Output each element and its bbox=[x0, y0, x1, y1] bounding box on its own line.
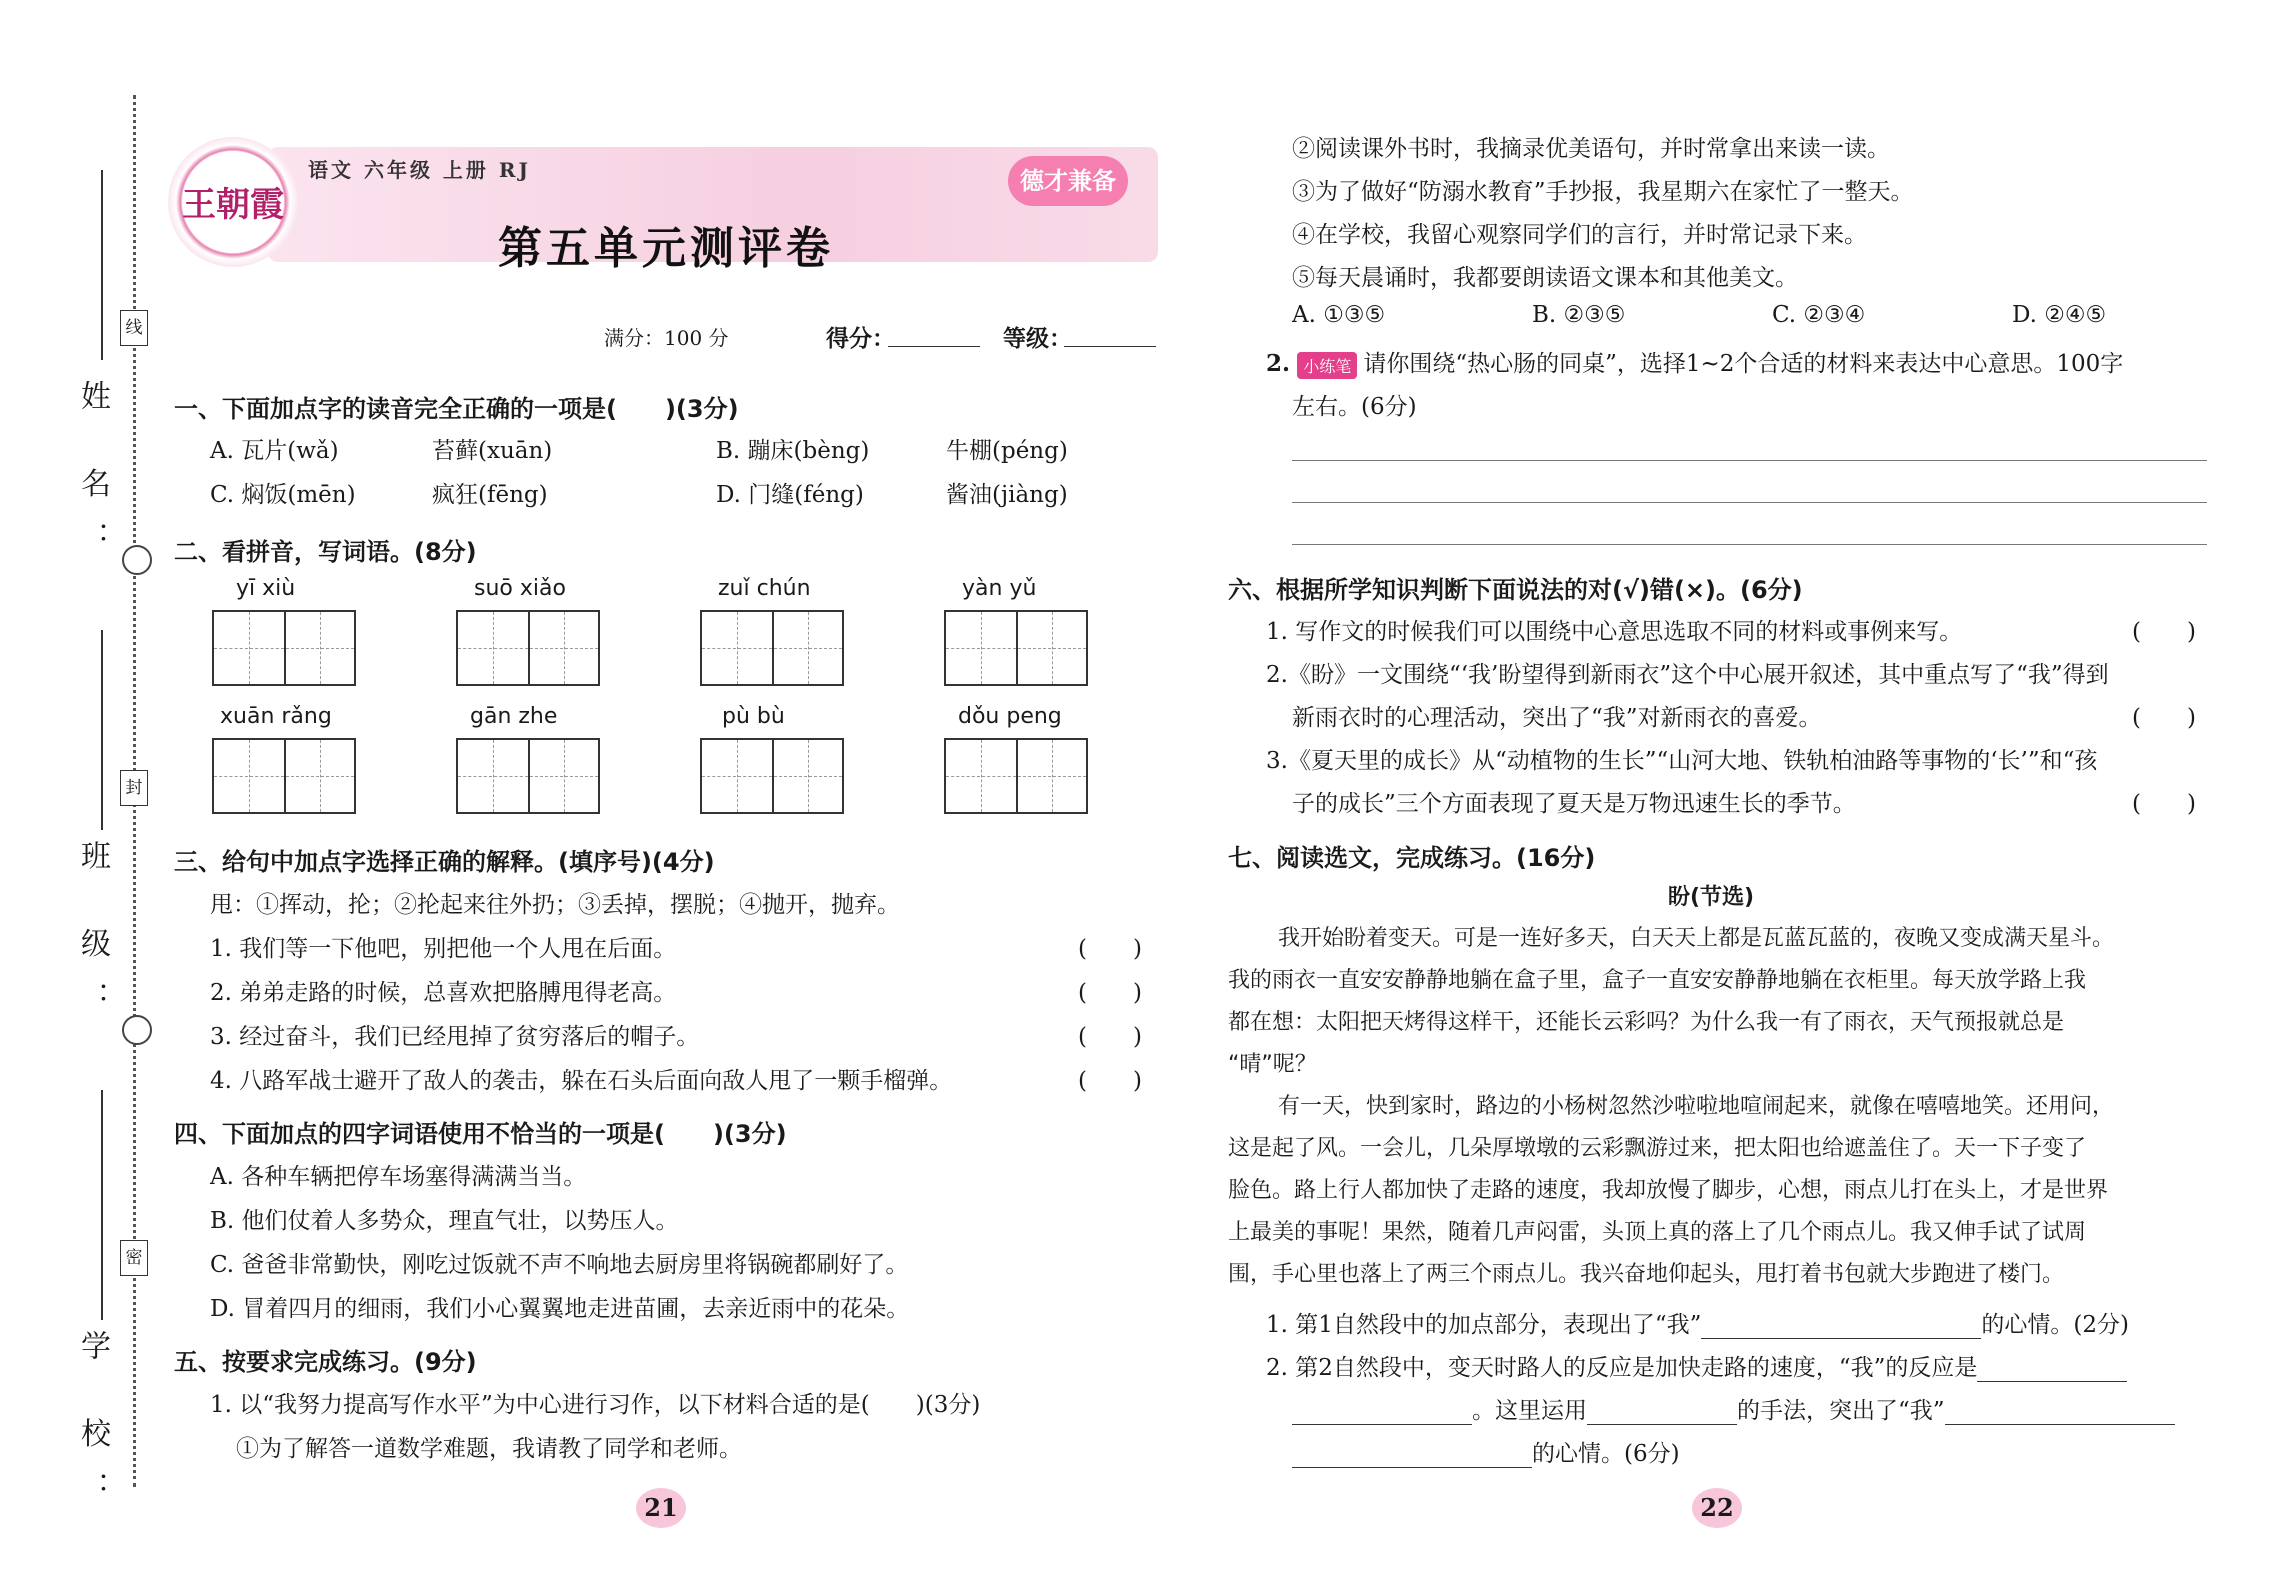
judge-item-cont: 新雨衣时的心理活动，突出了“我”对新雨衣的喜爱。 bbox=[1292, 705, 1822, 731]
answer-blank[interactable] bbox=[1945, 1398, 2175, 1425]
option-a2: 苔藓(xuān) bbox=[432, 438, 553, 464]
answer-paren[interactable]: ( ) bbox=[2132, 705, 2196, 731]
option-a1: A. 瓦片(wǎ) bbox=[210, 438, 339, 464]
answer-blank[interactable] bbox=[1587, 1398, 1737, 1425]
answer-paren[interactable]: ( ) bbox=[1078, 1068, 1142, 1094]
material-item: ③为了做好“防溺水教育”手抄报，我星期六在家忙了一整天。 bbox=[1292, 179, 1914, 205]
judge-item: 3.《夏天里的成长》从“动植物的生长”“山河大地、铁轨柏油路等事物的‘长’”和“孩 bbox=[1266, 748, 2098, 774]
brand-logo: 王朝霞 bbox=[168, 137, 298, 267]
material-item: ⑤每天晨诵时，我都要朗读语文课本和其他美文。 bbox=[1292, 265, 1798, 291]
section-3-title: 三、给句中加点字选择正确的解释。(填序号)(4分) bbox=[174, 848, 715, 876]
writing-grid[interactable] bbox=[456, 610, 600, 686]
option-c1: C. 焖饭(mēn) bbox=[210, 482, 356, 508]
full-score: 满分：100 分 bbox=[604, 326, 729, 350]
pinyin: suō xiǎo bbox=[474, 576, 566, 601]
binding-mark-seal: 封 bbox=[120, 770, 148, 806]
option-item: D. 冒着四月的细雨，我们小心翼翼地走进苗圃，去亲近雨中的花朵。 bbox=[210, 1296, 910, 1322]
reading-question-2: 2. 第2自然段中，变天时路人的反应是加快走路的速度，“我”的反应是 bbox=[1266, 1349, 2127, 1382]
writing-line[interactable] bbox=[1292, 502, 2207, 503]
option-item: A. 各种车辆把停车场塞得满满当当。 bbox=[210, 1164, 587, 1190]
writing-grid[interactable] bbox=[944, 738, 1088, 814]
choice-c: C. ②③④ bbox=[1772, 302, 1866, 328]
question-item: 1. 我们等一下他吧，别把他一个人甩在后面。 bbox=[210, 936, 677, 962]
pinyin: gān zhe bbox=[470, 704, 558, 729]
question-item: 3. 经过奋斗，我们已经甩掉了贫穷落后的帽子。 bbox=[210, 1024, 700, 1050]
question-2: 2. 小练笔 请你围绕“热心肠的同桌”，选择1~2个合适的材料来表达中心意思。100字 bbox=[1266, 350, 2124, 377]
page-header bbox=[168, 132, 1158, 274]
option-item: C. 爸爸非常勤快，刚吃过饭就不声不响地去厨房里将锅碗都刷好了。 bbox=[210, 1252, 909, 1278]
pinyin: yàn yǔ bbox=[962, 576, 1037, 601]
pinyin: xuān rǎng bbox=[220, 704, 332, 729]
punch-hole-icon bbox=[122, 545, 152, 575]
pinyin: pù bù bbox=[722, 704, 785, 729]
choice-b: B. ②③⑤ bbox=[1532, 302, 1626, 328]
page-title: 第五单元测评卷 bbox=[498, 223, 834, 274]
answer-blank[interactable] bbox=[1701, 1312, 1981, 1339]
section-4-title: 四、下面加点的四字词语使用不恰当的一项是( )(3分) bbox=[174, 1120, 787, 1148]
answer-blank[interactable] bbox=[1292, 1441, 1532, 1468]
practice-tag: 小练笔 bbox=[1297, 352, 1357, 379]
school-line[interactable] bbox=[101, 1090, 103, 1320]
option-b1: B. 蹦床(bèng) bbox=[716, 438, 870, 464]
option-c2: 疯狂(fēng) bbox=[432, 482, 548, 508]
answer-paren[interactable]: ( ) bbox=[1078, 1024, 1142, 1050]
class-label: 班 级： bbox=[75, 840, 110, 1036]
question-2-cont: 左右。(6分) bbox=[1292, 394, 1417, 420]
answer-paren[interactable]: ( ) bbox=[2132, 619, 2196, 645]
material-item: ①为了解答一道数学难题，我请教了同学和老师。 bbox=[236, 1436, 742, 1462]
pinyin: zuǐ chún bbox=[718, 576, 811, 601]
answer-blank[interactable] bbox=[1292, 1398, 1472, 1425]
material-item: ④在学校，我留心观察同学们的言行，并时常记录下来。 bbox=[1292, 222, 1867, 248]
name-label: 姓 名： bbox=[75, 380, 110, 576]
punch-hole-icon bbox=[122, 1015, 152, 1045]
answer-paren[interactable]: ( ) bbox=[2132, 791, 2196, 817]
judge-item: 1. 写作文的时候我们可以围绕中心意思选取不同的材料或事例来写。 bbox=[1266, 619, 1963, 645]
passage-paragraph-1: 我开始盼着变天。可是一连好多天，白天天上都是瓦蓝瓦蓝的，夜晚又变成满天星斗。 我的雨衣一直安安静静地躺在盒子里，盒子一直安安静静地躺在衣柜里。每天放学路上我 都在想：太阳把天烤得这样干，还能长云彩吗？为什么我一有了雨衣，天气预报就总是 “晴”呢？ bbox=[1228, 926, 2115, 1077]
option-item: B. 他们仗着人多势众，理直气壮，以势压人。 bbox=[210, 1208, 679, 1234]
option-b2: 牛棚(péng) bbox=[946, 438, 1068, 464]
reading-question-1: 1. 第1自然段中的加点部分，表现出了“我” 的心情。(2分) bbox=[1266, 1312, 2129, 1338]
pinyin: yī xiù bbox=[236, 576, 296, 601]
passage-paragraph-2: 有一天，快到家时，路边的小杨树忽然沙啦啦地喧闹起来，就像在嘻嘻地笑。还用问， 这是起了风。一会儿，几朵厚墩墩的云彩飘游过来，把太阳也给遮盖住了。天一下子变了 脸色。路上行人都加快了走路的速度，我却放慢了脚步，心想，雨点儿打在头上，才是世界 上最美的事呢！果然，随着几声闷雷，头顶上真的落上了几个雨点儿。我又伸手试了试周 围，手心里也落上了两三个雨点儿。我兴奋地仰起头，甩打着书包就大步跑进了楼门。 bbox=[1228, 1094, 2115, 1287]
section-6-title: 六、根据所学知识判断下面说法的对(√)错(×)。(6分) bbox=[1228, 576, 1803, 604]
reading-question-2-cont: 。这里运用 的手法，突出了“我” bbox=[1292, 1392, 2175, 1425]
binding-mark-line: 线 bbox=[120, 310, 148, 346]
judge-item: 2.《盼》一文围绕“‘我’盼望得到新雨衣”这个中心展开叙述，其中重点写了“我”得到 bbox=[1266, 662, 2109, 688]
option-d2: 酱油(jiàng) bbox=[946, 482, 1068, 508]
class-line[interactable] bbox=[101, 630, 103, 830]
motto-badge: 德才兼备 bbox=[1008, 156, 1128, 206]
question-item: 4. 八路军战士避开了敌人的袭击，躲在石头后面向敌人甩了一颗手榴弹。 bbox=[210, 1068, 953, 1094]
grade-label: 等级： bbox=[1003, 325, 1072, 352]
binding-mark-secret: 密 bbox=[120, 1240, 148, 1276]
judge-item-cont: 子的成长”三个方面表现了夏天是万物迅速生长的季节。 bbox=[1292, 791, 1856, 817]
pinyin: dǒu peng bbox=[958, 704, 1062, 729]
writing-grid[interactable] bbox=[700, 738, 844, 814]
writing-grid[interactable] bbox=[700, 610, 844, 686]
book-meta: 语文 六年级 上册 RJ bbox=[308, 158, 531, 182]
score-label: 得分： bbox=[826, 325, 895, 352]
question-item: 2. 弟弟走路的时候，总喜欢把胳膊甩得老高。 bbox=[210, 980, 677, 1006]
name-line[interactable] bbox=[101, 170, 103, 360]
writing-line[interactable] bbox=[1292, 460, 2207, 461]
reading-question-2-end: 的心情。(6分) bbox=[1292, 1435, 1680, 1468]
section-5-title: 五、按要求完成练习。(9分) bbox=[174, 1348, 477, 1376]
writing-line[interactable] bbox=[1292, 544, 2207, 545]
score-blank[interactable] bbox=[888, 346, 980, 347]
material-item: ②阅读课外书时，我摘录优美语句，并时常拿出来读一读。 bbox=[1292, 136, 1890, 162]
definition-list: 甩：①挥动，抡；②抡起来往外扔；③丢掉，摆脱；④抛开，抛弃。 bbox=[210, 892, 900, 918]
writing-grid[interactable] bbox=[212, 610, 356, 686]
choice-d: D. ②④⑤ bbox=[2012, 302, 2107, 328]
section-1-title: 一、下面加点字的读音完全正确的一项是( )(3分) bbox=[174, 395, 739, 423]
writing-grid[interactable] bbox=[212, 738, 356, 814]
choice-a: A. ①③⑤ bbox=[1292, 302, 1386, 328]
writing-grid[interactable] bbox=[456, 738, 600, 814]
answer-blank[interactable] bbox=[1977, 1355, 2127, 1382]
question-1: 1. 以“我努力提高写作水平”为中心进行习作，以下材料合适的是( )(3分) bbox=[210, 1392, 981, 1418]
school-label: 学 校： bbox=[75, 1330, 110, 1526]
writing-grid[interactable] bbox=[944, 610, 1088, 686]
page-number-left: 21 bbox=[636, 1488, 686, 1528]
passage-title: 盼(节选) bbox=[1668, 885, 1755, 910]
answer-paren[interactable]: ( ) bbox=[1078, 980, 1142, 1006]
section-2-title: 二、看拼音，写词语。(8分) bbox=[174, 538, 477, 566]
page-number-right: 22 bbox=[1692, 1488, 1742, 1528]
grade-blank[interactable] bbox=[1064, 346, 1156, 347]
option-d1: D. 门缝(féng) bbox=[716, 482, 864, 508]
answer-paren[interactable]: ( ) bbox=[1078, 936, 1142, 962]
section-7-title: 七、阅读选文，完成练习。(16分) bbox=[1228, 844, 1596, 872]
